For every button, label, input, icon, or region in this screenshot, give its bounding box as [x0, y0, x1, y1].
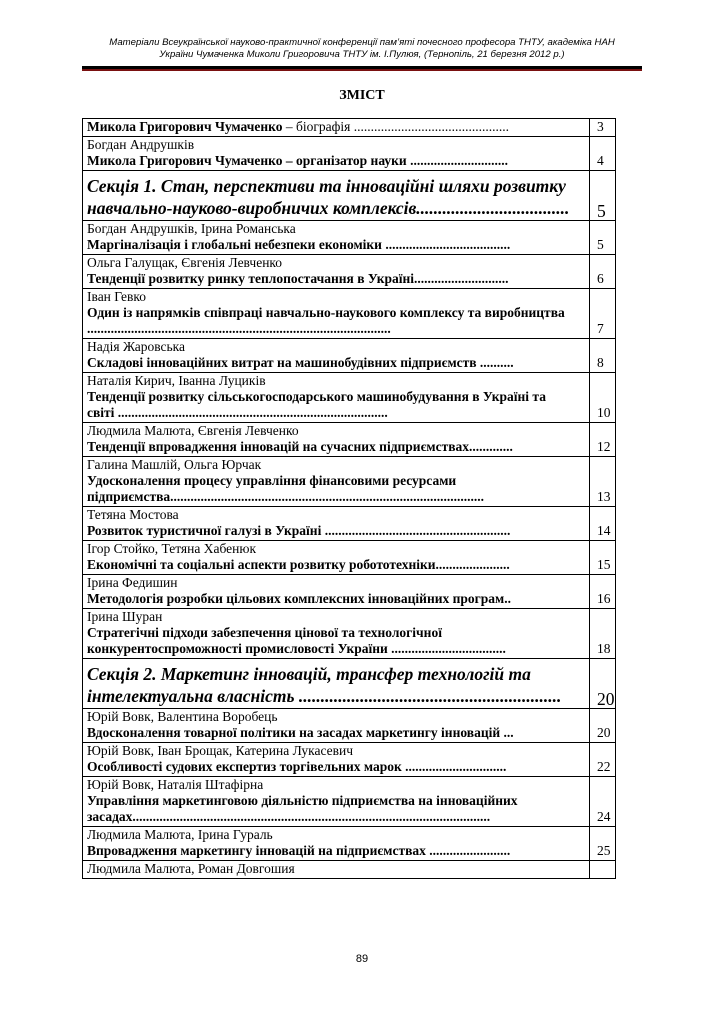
toc-article-title: Микола Григорович Чумаченко – організатор науки ............................. — [87, 153, 508, 168]
toc-entry-row — [83, 339, 616, 373]
toc-article-title: Управління маркетинговою діяльністю підприємства на інноваційних засадах.......................................................................................................... — [87, 793, 518, 824]
toc-article-title: Розвиток туристичної галузі в Україні ....................................................... — [87, 523, 511, 538]
toc-page-number: 20 — [590, 659, 616, 709]
toc-article-title: Стратегічні підходи забезпечення цінової та технологічної конкурентоспроможності промисловості України .................................. — [87, 625, 506, 656]
toc-page-number: 24 — [590, 777, 616, 827]
toc-entry-row — [83, 575, 616, 609]
toc-page-number: 22 — [590, 743, 616, 777]
toc-page-number: 4 — [590, 137, 616, 171]
toc-entry-row — [83, 507, 616, 541]
toc-page-number: 5 — [590, 221, 616, 255]
toc-page-number: 5 — [590, 171, 616, 221]
toc-entry-cell — [83, 289, 590, 339]
toc-entry-row — [83, 777, 616, 827]
toc-page-number: 15 — [590, 541, 616, 575]
toc-authors: Людмила Малюта, Роман Довгошия — [87, 861, 295, 876]
toc-article-title: Тенденції розвитку ринку теплопостачання в Україні............................ — [87, 271, 509, 286]
toc-page-number: 7 — [590, 289, 616, 339]
toc-page-number: 10 — [590, 373, 616, 423]
toc-entry-row — [83, 221, 616, 255]
toc-entry-cell — [83, 507, 590, 541]
toc-authors: Юрій Вовк, Наталія Штафірна — [87, 777, 264, 792]
toc-entry-cell — [83, 709, 590, 743]
toc-entry-cell — [83, 659, 590, 709]
page-number: 89 — [355, 953, 369, 965]
toc-entry-cell — [83, 171, 590, 221]
toc-entry-cell — [83, 861, 590, 879]
toc-entry-cell — [83, 575, 590, 609]
toc-section-row — [83, 659, 616, 709]
toc-page-number: 8 — [590, 339, 616, 373]
toc-article-title: Вдосконалення товарної політики на засадах маркетингу інновацій ... — [87, 725, 514, 740]
toc-article-title: Впровадження маркетингу інновацій на підприємствах ........................ — [87, 843, 511, 858]
toc-authors: Тетяна Мостова — [87, 507, 179, 522]
header-rule-accent — [82, 69, 642, 71]
toc-authors: Богдан Андрушків, Ірина Романська — [87, 221, 296, 236]
toc-authors: Іван Гевко — [87, 289, 147, 304]
toc-page-number: 14 — [590, 507, 616, 541]
toc-authors: Галина Машлій, Ольга Юрчак — [87, 457, 262, 472]
toc-entry-row — [83, 137, 616, 171]
toc-entry-cell — [83, 255, 590, 289]
toc-title-plain-part: – біографія .............................................. — [282, 119, 509, 134]
toc-article-title: Один із напрямків співпраці навчально-наукового комплексу та виробництва .......................................................................................... — [87, 305, 565, 336]
toc-authors: Юрій Вовк, Валентина Воробець — [87, 709, 278, 724]
toc-page-number: 20 — [590, 709, 616, 743]
toc-page-number: 12 — [590, 423, 616, 457]
toc-entry-cell — [83, 827, 590, 861]
toc-page-number: 3 — [590, 119, 616, 137]
toc-entry-row — [83, 861, 616, 879]
toc-entry-cell — [83, 373, 590, 423]
toc-entry-row — [83, 255, 616, 289]
toc-article-title: Тенденції впровадження інновацій на сучасних підприємствах............. — [87, 439, 513, 454]
toc-authors: Ірина Федишин — [87, 575, 178, 590]
toc-entry-row — [83, 541, 616, 575]
toc-page-number: 16 — [590, 575, 616, 609]
toc-authors: Богдан Андрушків — [87, 137, 195, 152]
running-header-line-2: України Чумаченка Миколи Григоровича ТНТУ ім. І.Пулюя, (Тернопіль, 21 березня 2012 р.) — [159, 49, 565, 60]
toc-entry-row — [83, 119, 616, 137]
toc-article-title — [87, 119, 571, 135]
toc-authors: Людмила Малюта, Ірина Гураль — [87, 827, 273, 842]
toc-entry-cell — [83, 137, 590, 171]
toc-entry-cell — [83, 221, 590, 255]
toc-entry-row — [83, 457, 616, 507]
toc-page-number: 25 — [590, 827, 616, 861]
toc-entry-row — [83, 373, 616, 423]
toc-section-title: Секція 2. Маркетинг інновацій, трансфер технологій та інтелектуальна власність ............................................................ — [87, 664, 562, 706]
toc-authors: Надія Жаровська — [87, 339, 185, 354]
toc-article-title: Складові інноваційних витрат на машинобудівних підприємств .......... — [87, 355, 514, 370]
toc-entry-row — [83, 423, 616, 457]
toc-entry-cell — [83, 777, 590, 827]
toc-title: ЗМІСТ — [339, 88, 385, 103]
toc-entry-row — [83, 743, 616, 777]
toc-article-title: Економічні та соціальні аспекти розвитку робототехніки...................... — [87, 557, 510, 572]
toc-authors: Ольга Галущак, Євгенія Левченко — [87, 255, 283, 270]
toc-section-title: Секція 1. Стан, перспективи та інноваційні шляхи розвитку навчально-науково-виробничих комплексів................................... — [87, 176, 570, 218]
toc-title-bold-part: Микола Григорович Чумаченко — [87, 119, 283, 134]
toc-page-number: 6 — [590, 255, 616, 289]
toc-article-title: Удосконалення процесу управління фінансовими ресурсами підприємства............................................................................................. — [87, 473, 484, 504]
toc-authors: Ірина Шуран — [87, 609, 163, 624]
toc-authors: Людмила Малюта, Євгенія Левченко — [87, 423, 299, 438]
toc-authors: Наталія Кирич, Іванна Луциків — [87, 373, 266, 388]
toc-table — [82, 118, 616, 879]
toc-entry-row — [83, 609, 616, 659]
toc-entry-cell — [83, 743, 590, 777]
toc-entry-cell — [83, 423, 590, 457]
running-header-line-1: Матеріали Всеукраїнської науково-практичної конференції пам’яті почесного професора ТНТУ, академіка НАН — [109, 37, 615, 48]
toc-page-number: 13 — [590, 457, 616, 507]
toc-section-row — [83, 171, 616, 221]
toc-entry-row — [83, 709, 616, 743]
toc-page-number — [590, 861, 616, 879]
toc-authors: Ігор Стойко, Тетяна Хабенюк — [87, 541, 257, 556]
toc-article-title: Методологія розробки цільових комплексних інноваційних програм.. — [87, 591, 511, 606]
toc-entry-row — [83, 289, 616, 339]
toc-entry-cell — [83, 609, 590, 659]
toc-entry-cell — [83, 339, 590, 373]
toc-entry-cell — [83, 541, 590, 575]
toc-authors: Юрій Вовк, Іван Брощак, Катерина Лукасевич — [87, 743, 354, 758]
toc-entry-cell — [83, 457, 590, 507]
toc-entry-row — [83, 827, 616, 861]
toc-article-title: Тенденції розвитку сільськогосподарського машинобудування в Україні та світі ................................................................................ — [87, 389, 546, 420]
toc-article-title: Маргіналізація і глобальні небезпеки економіки ..................................... — [87, 237, 511, 252]
toc-article-title: Особливості судових експертиз торгівельних марок .............................. — [87, 759, 507, 774]
toc-page-number: 18 — [590, 609, 616, 659]
running-header — [80, 37, 644, 61]
toc-entry-cell — [83, 119, 590, 137]
